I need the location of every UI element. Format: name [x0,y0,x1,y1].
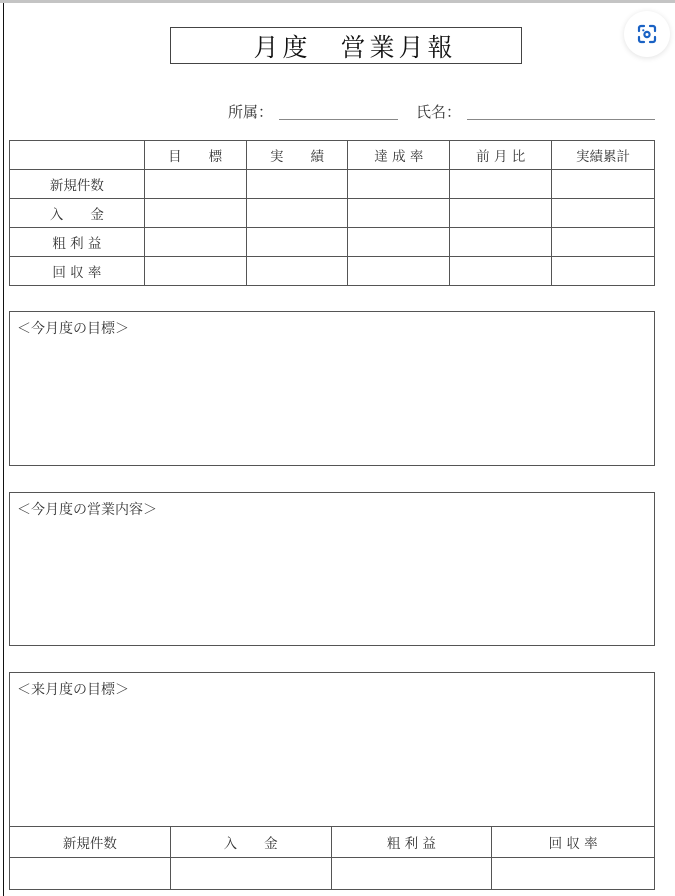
next-month-goals-box[interactable] [9,672,655,827]
cell[interactable] [450,257,552,286]
cell[interactable] [450,228,552,257]
name-field[interactable] [467,119,655,120]
header-deposits: 入 金 [170,827,331,858]
cell[interactable] [552,170,655,199]
this-month-goals-box[interactable] [9,311,655,466]
viewer-top-border [0,0,675,3]
row-label-collection-rate: 回 収 率 [10,257,145,286]
header-cumulative-actual: 実績累計 [552,141,655,170]
cell[interactable] [450,170,552,199]
page-left-edge [3,3,4,896]
affiliation-field[interactable] [279,119,398,120]
cell[interactable] [246,170,348,199]
header-collection-rate: 回 収 率 [492,827,655,858]
report-title: 月度 営業月報 [253,32,457,62]
next-month-goals-label: ＜来月度の目標＞ [17,682,129,698]
header-month-over-month: 前 月 比 [450,141,552,170]
table-row [10,228,655,257]
cell[interactable] [144,199,246,228]
cell[interactable] [10,858,171,890]
this-month-sales-activity-box[interactable] [9,492,655,646]
cell[interactable] [552,228,655,257]
table-row [10,199,655,228]
header-achievement-rate: 達 成 率 [348,141,450,170]
cell[interactable] [170,858,331,890]
lens-search-button[interactable] [624,11,670,57]
summary-table [9,140,655,286]
header-new-cases: 新規件数 [10,827,171,858]
table-row [10,170,655,199]
next-month-header-row [10,827,655,858]
cell[interactable] [246,228,348,257]
cell[interactable] [144,228,246,257]
cell[interactable] [246,199,348,228]
cell[interactable] [144,170,246,199]
table-row [10,257,655,286]
this-month-goals-label: ＜今月度の目標＞ [17,321,129,337]
cell[interactable] [348,170,450,199]
cell[interactable] [450,199,552,228]
cell[interactable] [331,858,492,890]
cell[interactable] [552,199,655,228]
table-row [10,858,655,890]
cell[interactable] [348,257,450,286]
cell[interactable] [246,257,348,286]
cell[interactable] [492,858,655,890]
header-target: 目 標 [144,141,246,170]
google-lens-icon [635,22,659,46]
next-month-targets-table [9,826,655,890]
affiliation-label: 所属： [228,103,274,121]
summary-header-row [10,141,655,170]
header-gross-profit: 粗 利 益 [331,827,492,858]
row-label-new-cases: 新規件数 [10,170,145,199]
report-title-box [170,27,522,64]
name-label: 氏名： [416,103,462,121]
cell[interactable] [348,228,450,257]
header-blank [10,141,145,170]
cell[interactable] [348,199,450,228]
cell[interactable] [552,257,655,286]
this-month-sales-activity-label: ＜今月度の営業内容＞ [17,502,157,518]
row-label-gross-profit: 粗 利 益 [10,228,145,257]
row-label-deposits: 入 金 [10,199,145,228]
header-actual: 実 績 [246,141,348,170]
cell[interactable] [144,257,246,286]
